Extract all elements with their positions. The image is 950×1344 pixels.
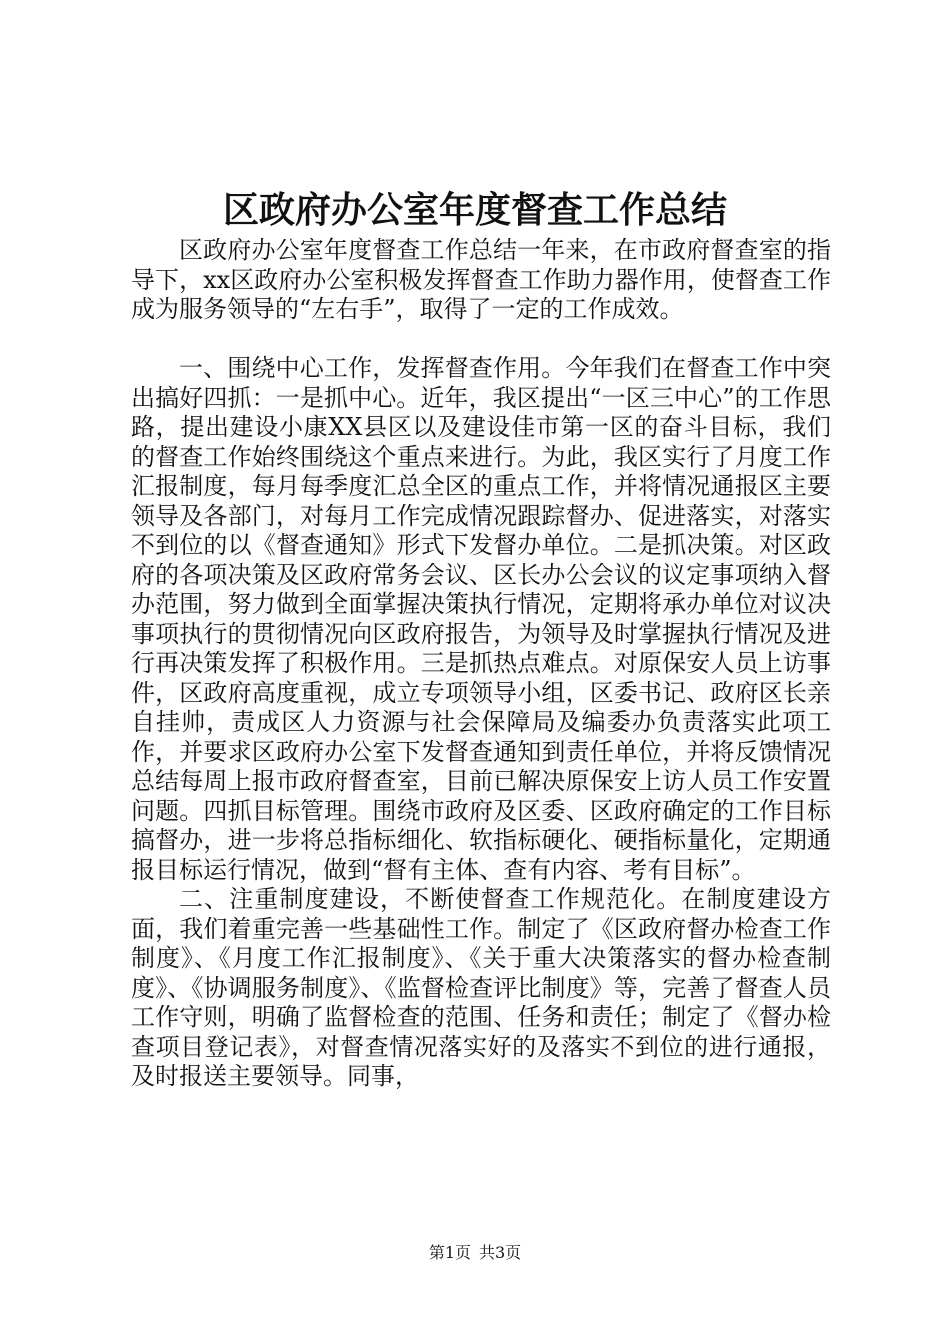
paragraph-section-2: 二、注重制度建设，不断使督查工作规范化。在制度建设方面，我们着重完善一些基础性工作。制定了《区政府督办检查工作制度》、《月度工作汇报制度》、《关于重大决策落实的督办检查制度》、《协调服务制度》、《监督检查评比制度》等，完善了督查人员工作守则，明确了监督检查的范围、任务和责任；制定了《督办检查项目登记表》，对督查情况落实好的及落实不到位的进行通报，及时报送主要领导。同事， xyxy=(131,885,831,1090)
document-title: 区政府办公室年度督查工作总结 xyxy=(222,189,727,231)
paragraph-intro: 区政府办公室年度督查工作总结一年来，在市政府督查室的指导下，xx区政府办公室积极发挥督查工作助力器作用，使督查工作成为服务领导的“左右手”，取得了一定的工作成效。 xyxy=(131,236,831,323)
paragraph-section-1: 一、围绕中心工作，发挥督查作用。今年我们在督查工作中突出搞好四抓：一是抓中心。近年，我区提出“一区三中心”的工作思路，提出建设小康XX县区以及建设佳市第一区的奋斗目标，我们的督查工作始终围绕这个重点来进行。为此，我区实行了月度工作汇报制度，每月每季度汇总全区的重点工作，并将情况通报区主要领导及各部门，对每月工作完成情况跟踪督办、促进落实，对落实不到位的以《督查通知》形式下发督办单位。二是抓决策。对区政府的各项决策及区政府常务会议、区长办公会议的议定事项纳入督办范围，努力做到全面掌握决策执行情况，定期将承办单位对议决事项执行的贯彻情况向区政府报告，为领导及时掌握执行情况及进行再决策发挥了积极作用。三是抓热点难点。对原保安人员上访事件，区政府高度重视，成立专项领导小组，区委书记、政府区长亲自挂帅，责成区人力资源与社会保障局及编委办负责落实此项工作，并要求区政府办公室下发督查通知到责任单位，并将反馈情况总结每周上报市政府督查室，目前已解决原保安上访人员工作安置问题。四抓目标管理。围绕市政府及区委、区政府确定的工作目标搞督办，进一步将总指标细化、软指标硬化、硬指标量化，定期通报目标运行情况，做到“督有主体、查有内容、考有目标”。 xyxy=(131,354,831,884)
page-number: 第1页 xyxy=(428,1243,471,1262)
page-total: 共3页 xyxy=(479,1243,522,1262)
paragraph-spacer xyxy=(131,325,831,355)
page-footer xyxy=(0,1242,950,1264)
document-body xyxy=(131,236,831,1092)
